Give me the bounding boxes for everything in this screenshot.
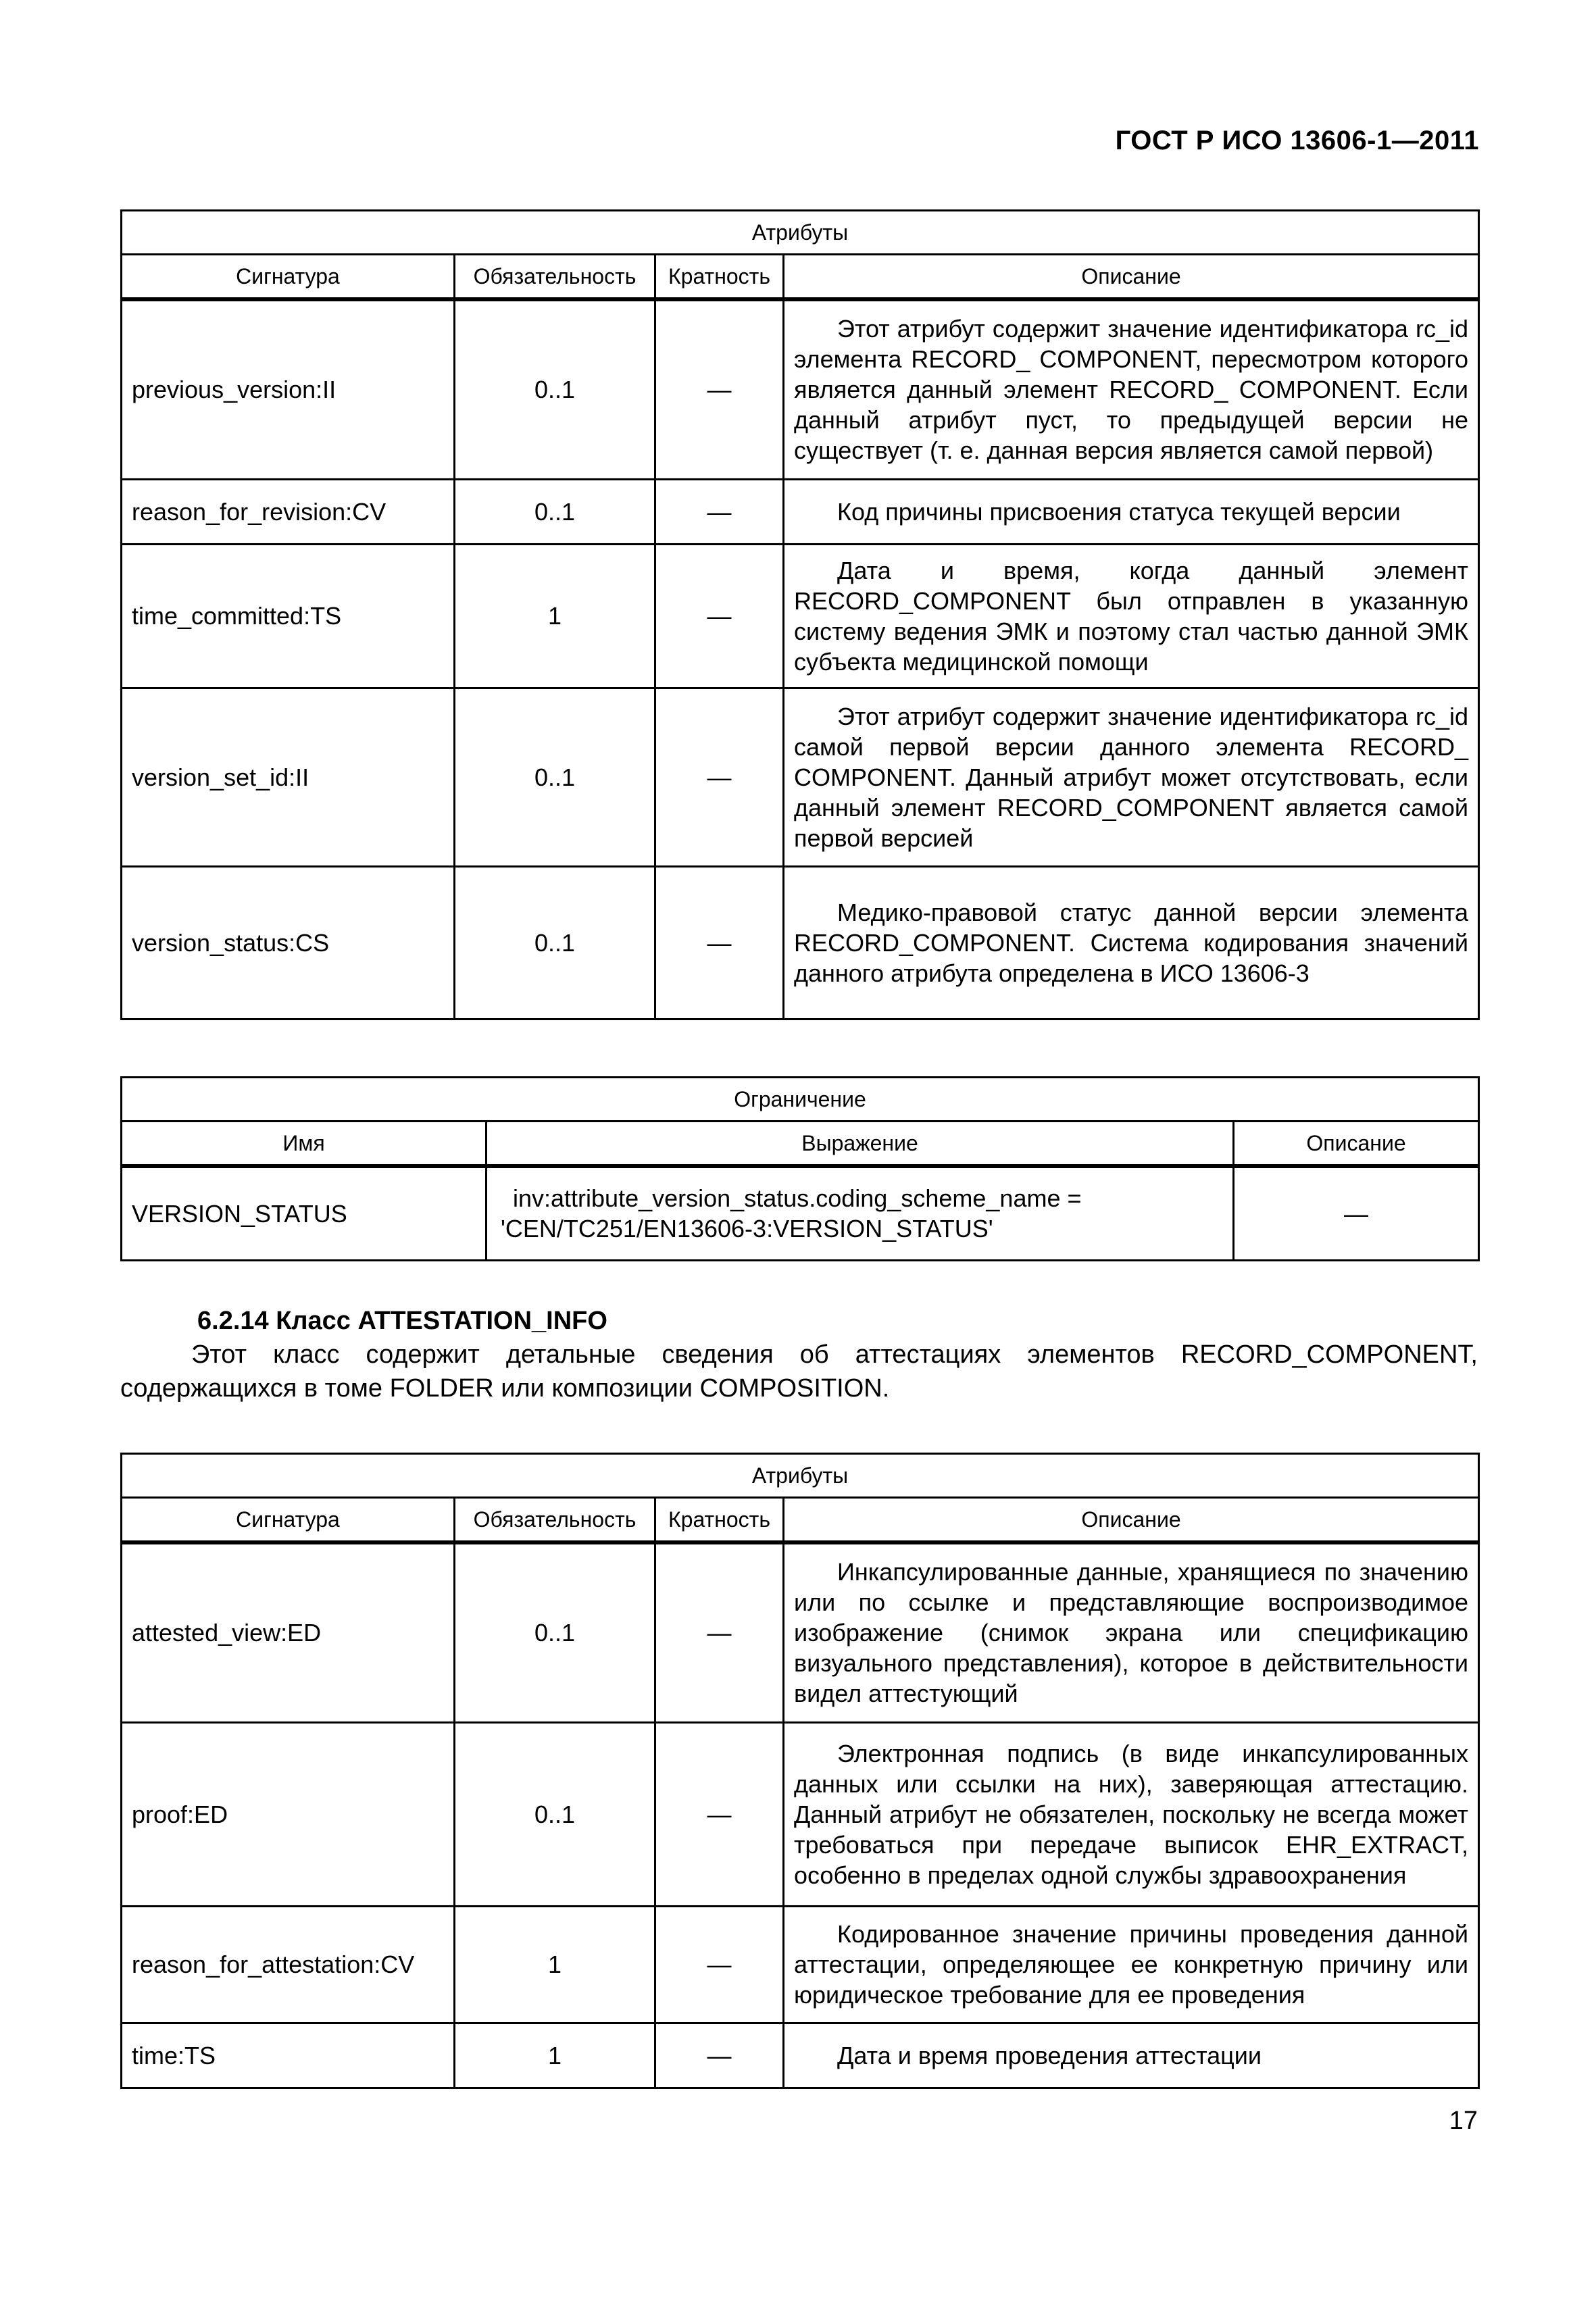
mandatory-cell: 0..1 [455,688,655,866]
description-cell [784,1906,1479,2023]
mandatory-cell: 0..1 [455,1542,655,1722]
multiplicity-cell: — [655,544,784,688]
signature-cell: reason_for_attestation:CV [122,1906,455,2023]
table-row [122,299,1479,479]
table-caption: Атрибуты [122,211,1479,255]
column-header-mandatory: Обязательность [455,255,655,300]
signature-cell: reason_for_revision:CV [122,479,455,544]
mandatory-cell: 1 [455,1906,655,2023]
table-row [122,1722,1479,1906]
column-header-multiplicity: Кратность [655,1498,784,1543]
multiplicity-cell: — [655,688,784,866]
section-paragraph: Этот класс содержит детальные сведения об аттестациях элементов RECORD_COMPONENT, содержащихся в томе FOLDER или композиции COMPOSITION. [120,1340,1478,1403]
table-row [122,866,1479,1019]
page-number: 17 [1449,2107,1478,2135]
description-text: Код причины присвоения статуса текущей версии [837,497,1401,526]
signature-cell: time_committed:TS [122,544,455,688]
table-caption: Ограничение [122,1078,1479,1122]
column-header-name: Имя [122,1122,487,1167]
multiplicity-cell: — [655,1722,784,1906]
section-heading: 6.2.14 Класс ATTESTATION_INFO [197,1307,607,1335]
table-row [122,1166,1479,1260]
constraint-expression-cell [487,1166,1234,1260]
description-cell [784,544,1479,688]
column-header-signature: Сигнатура [122,1498,455,1543]
signature-cell: version_status:CS [122,866,455,1019]
signature-cell: version_set_id:II [122,688,455,866]
mandatory-cell: 0..1 [455,1722,655,1906]
table-row [122,544,1479,688]
column-header-description: Описание [784,1498,1479,1543]
multiplicity-cell: — [655,2023,784,2088]
column-header-expression: Выражение [487,1122,1234,1167]
multiplicity-cell: — [655,866,784,1019]
description-text: Кодированное значение причины проведения данной аттестации, определяющее ее конкретную причину или юридическое требование для ее проведения [794,1920,1468,2009]
mandatory-cell: 1 [455,544,655,688]
description-cell [784,1542,1479,1722]
multiplicity-cell: — [655,479,784,544]
description-text: Этот атрибут содержит значение идентификатора rc_id самой первой версии данного элемента RECORD_ COMPONENT. Данный атрибут может отсутствовать, если данный элемент RECORD_COMPONENT является самой первой версией [794,702,1468,852]
description-text: Инкапсулированные данные, хранящиеся по значению или по ссылке и представляющие воспроизводимое изображение (снимок экрана или спецификацию визуального представления), которое в действительности видел аттестующий [794,1558,1468,1708]
description-text: Дата и время, когда данный элемент RECORD_COMPONENT был отправлен в указанную систему ведения ЭМК и поэтому стал частью данной ЭМК субъекта медицинской помощи [794,556,1468,676]
signature-cell: proof:ED [122,1722,455,1906]
attributes-table-2 [120,1453,1480,2089]
column-header-signature: Сигнатура [122,255,455,300]
description-text: Этот атрибут содержит значение идентификатора rc_id элемента RECORD_ COMPONENT, пересмотром которого является данный элемент RECORD_ COMPONENT. Если данный атрибут пуст, то предыдущей версии не существует (т. е. данная версия является самой первой) [794,315,1468,465]
description-text: Дата и время проведения аттестации [837,2041,1262,2069]
expression-line: 'CEN/TC251/EN13606-3:VERSION_STATUS' [501,1215,993,1243]
expression-line: inv:attribute_version_status.coding_scheme_name = [513,1184,1082,1213]
column-header-multiplicity: Кратность [655,255,784,300]
description-cell [784,2023,1479,2088]
constraint-name-cell: VERSION_STATUS [122,1166,487,1260]
table-row [122,1542,1479,1722]
multiplicity-cell: — [655,299,784,479]
document-code: ГОСТ Р ИСО 13606-1—2011 [1115,126,1479,155]
constraint-table [120,1076,1480,1261]
column-header-mandatory: Обязательность [455,1498,655,1543]
multiplicity-cell: — [655,1906,784,2023]
mandatory-cell: 0..1 [455,866,655,1019]
mandatory-cell: 0..1 [455,479,655,544]
column-header-description: Описание [784,255,1479,300]
table-row [122,2023,1479,2088]
mandatory-cell: 1 [455,2023,655,2088]
table-row [122,479,1479,544]
description-cell [784,479,1479,544]
description-cell [784,688,1479,866]
description-cell [784,866,1479,1019]
description-cell [784,299,1479,479]
mandatory-cell: 0..1 [455,299,655,479]
section-6-2-14 [120,1304,1478,1405]
description-text: Электронная подпись (в виде инкапсулированных данных или ссылки на них), заверяющая аттестацию. Данный атрибут не обязателен, поскольку не всегда может требоваться при передаче выписок EHR_EXTRACT, особенно в пределах одной службы здравоохранения [794,1739,1468,1889]
attributes-table-1 [120,209,1480,1020]
multiplicity-cell: — [655,1542,784,1722]
signature-cell: attested_view:ED [122,1542,455,1722]
description-cell [784,1722,1479,1906]
table-row [122,688,1479,866]
signature-cell: time:TS [122,2023,455,2088]
table-row [122,1906,1479,2023]
constraint-description-cell: — [1234,1166,1479,1260]
description-text: Медико-правовой статус данной версии элемента RECORD_COMPONENT. Система кодирования значений данного атрибута определена в ИСО 13606-3 [794,898,1468,987]
column-header-description: Описание [1234,1122,1479,1167]
table-caption: Атрибуты [122,1454,1479,1498]
signature-cell: previous_version:II [122,299,455,479]
